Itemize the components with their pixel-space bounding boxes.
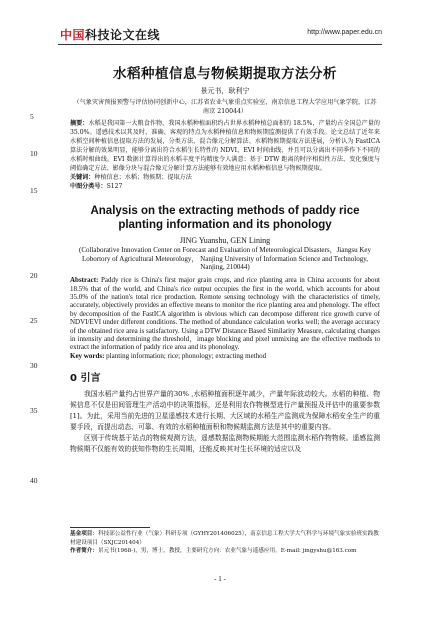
- en-keywords-text: planting information; rice; phonology; extracting method: [104, 351, 267, 360]
- chinese-keywords: [70, 173, 380, 182]
- english-title: Analysis on the extracting methods of paddy rice planting information and its phonology: [90, 204, 360, 231]
- page-number: - 1 -: [214, 575, 226, 583]
- keywords-label: 关键词：: [70, 174, 95, 181]
- paper-content: [70, 58, 380, 455]
- chinese-affiliation: （气象灾害预报预警与评估协同创新中心，江苏省农业气象重点实验室，南京信息工程大学应用气象学院，江苏 南京 210044）: [73, 99, 377, 115]
- logo-part-black: 科技论文在线: [85, 28, 161, 42]
- en-abstract-text: Paddy rice is China's first major grain crops, and rice planting area in China accounts for about 18.5% that of the world, and China's rice output occupies the first in the world, which accounts for about 35.0% of the nation's total rice production. Remote sensing technology with the characteristics of timely, accurately, objectively provides an effective means to monitor the rice planting area and phenology. The effect by decomposition of the FastICA algorithm is obvious which can decompose different rice growth curve of NDVI/EVI under different conditions. The method of abundance calculation works well; the average accuracy of the obtained rice area is satisfactory. Using a DTW Distance Based Similarity Measure, calculating changes in intensity and determining the threshold，image blocking and pixel unmixing are the effective methods to extract the information of paddy rice area and its phonology.: [70, 276, 380, 352]
- intro-paragraph-2: 区别于传统基于站点的物候观测方法，遥感数据监测物候期能大范围监测水稻作物物候。遥感监测物候期不仅能有效的获知作物的生长周期，还能反映其对生长环境的适应以及: [70, 434, 380, 454]
- page-header: [0, 24, 440, 44]
- author-text: 景元书(1968-)，男，博士，教授，主要研究方向：农业气象与遥感应用。E-mail: jingyshu@163.com: [97, 548, 357, 555]
- fund-note: [70, 530, 380, 547]
- class-value: S127: [106, 183, 123, 191]
- english-affiliation: (Collaborative Innovation Center on Forecast and Evaluation of Meteorological Disasters，Jiangsu Key Lobortory of Agricultural Meteorology， Nanjing University of Information Science and Technology, Nanjing, 210044): [79, 245, 371, 272]
- english-abstract: [70, 276, 380, 352]
- english-keywords: [70, 352, 380, 361]
- line-number: 20: [30, 271, 38, 280]
- line-number: 30: [30, 361, 38, 370]
- line-number: 25: [30, 316, 38, 325]
- section-heading-intro: 0 引言: [70, 373, 101, 385]
- header-rule: [58, 44, 382, 45]
- classification-number: [70, 182, 380, 191]
- author-note: [70, 547, 380, 556]
- fund-text: 科技部公益性行业（气象）科研专项（GYHY201406025），南京信息工程大学大气科学与环境气象实验班实践教材建设项目（SXJC201404）: [70, 531, 379, 546]
- line-number: 10: [30, 149, 38, 158]
- footnote-rule: [70, 527, 150, 528]
- keywords-text: 种植信息；水稻；物候期；提取方法: [94, 174, 192, 181]
- intro-paragraph-1: 我国水稻产量约占世界产量的30% ,水稻种植面积逐年减少，产量年际波动较大。水稻的种植、物候信息不仅是田间管理生产活动中的决策指标，还是利用农作物模型进行产量预报及评估中的重要参数[1]。为此，采用当前先进的卫星遥感技术进行长期、大区域的水稻生产监测成为保障水稻安全生产的重要手段，而提出动态、可靠、有效的水稻种植面积和物候期监测方法是其中的重要内容。: [70, 390, 380, 432]
- chinese-abstract: [70, 119, 380, 173]
- journal-logo[interactable]: [60, 26, 160, 43]
- abstract-text: 水稻是我国第一大粮食作物，我国水稻种植面积约占世界水稻种植总面积的 18.5%，产量约占全国总产量的 35.0%。遥感技术以其及时、准确、客观的特点为水稻种植信息和物候期监测提供了有效手段。论文总结了近年来水稻空间种植信息提取方法的发展，分类方法、混合像元分解算法、水稻物候期提取方法进展，分析认为 FastICA 算法分解的效果明显，能够分离出符合水稻生长特性的 NDVI、EVI 时间曲线，并且可以分离出不同季作下不同的水稻时相曲线。EVI 数据计算得出的水稻丰度平均精度令人满意；基于 DTW 距离的时序相似性方法、变化强度与阈值确定方法、影像分块与混合像元分解计算方法能够有效地应用水稻种植信息与物候期提取。: [70, 120, 381, 172]
- en-abstract-label: Abstract:: [70, 276, 99, 285]
- english-authors: JING Yuanshu, GEN Lining: [179, 235, 271, 245]
- en-keywords-label: Key words:: [70, 351, 105, 360]
- author-label: 作者简介：: [70, 548, 98, 555]
- logo-part-red: 中国: [60, 28, 86, 42]
- chinese-title: 水稻种植信息与物候期提取方法分析: [113, 66, 337, 82]
- abstract-label: 摘要：: [70, 120, 89, 127]
- line-number: 15: [30, 186, 38, 195]
- fund-label: 基金项目：: [70, 531, 98, 537]
- line-number: 40: [30, 476, 38, 485]
- footnote: [70, 530, 380, 556]
- chinese-authors: 景元书，耿利宁: [200, 87, 250, 95]
- class-label: 中图分类号：: [70, 183, 107, 191]
- line-number: 5: [30, 112, 34, 121]
- site-url-link[interactable]: http://www.paper.edu.cn: [307, 29, 382, 36]
- line-number: 35: [30, 406, 38, 415]
